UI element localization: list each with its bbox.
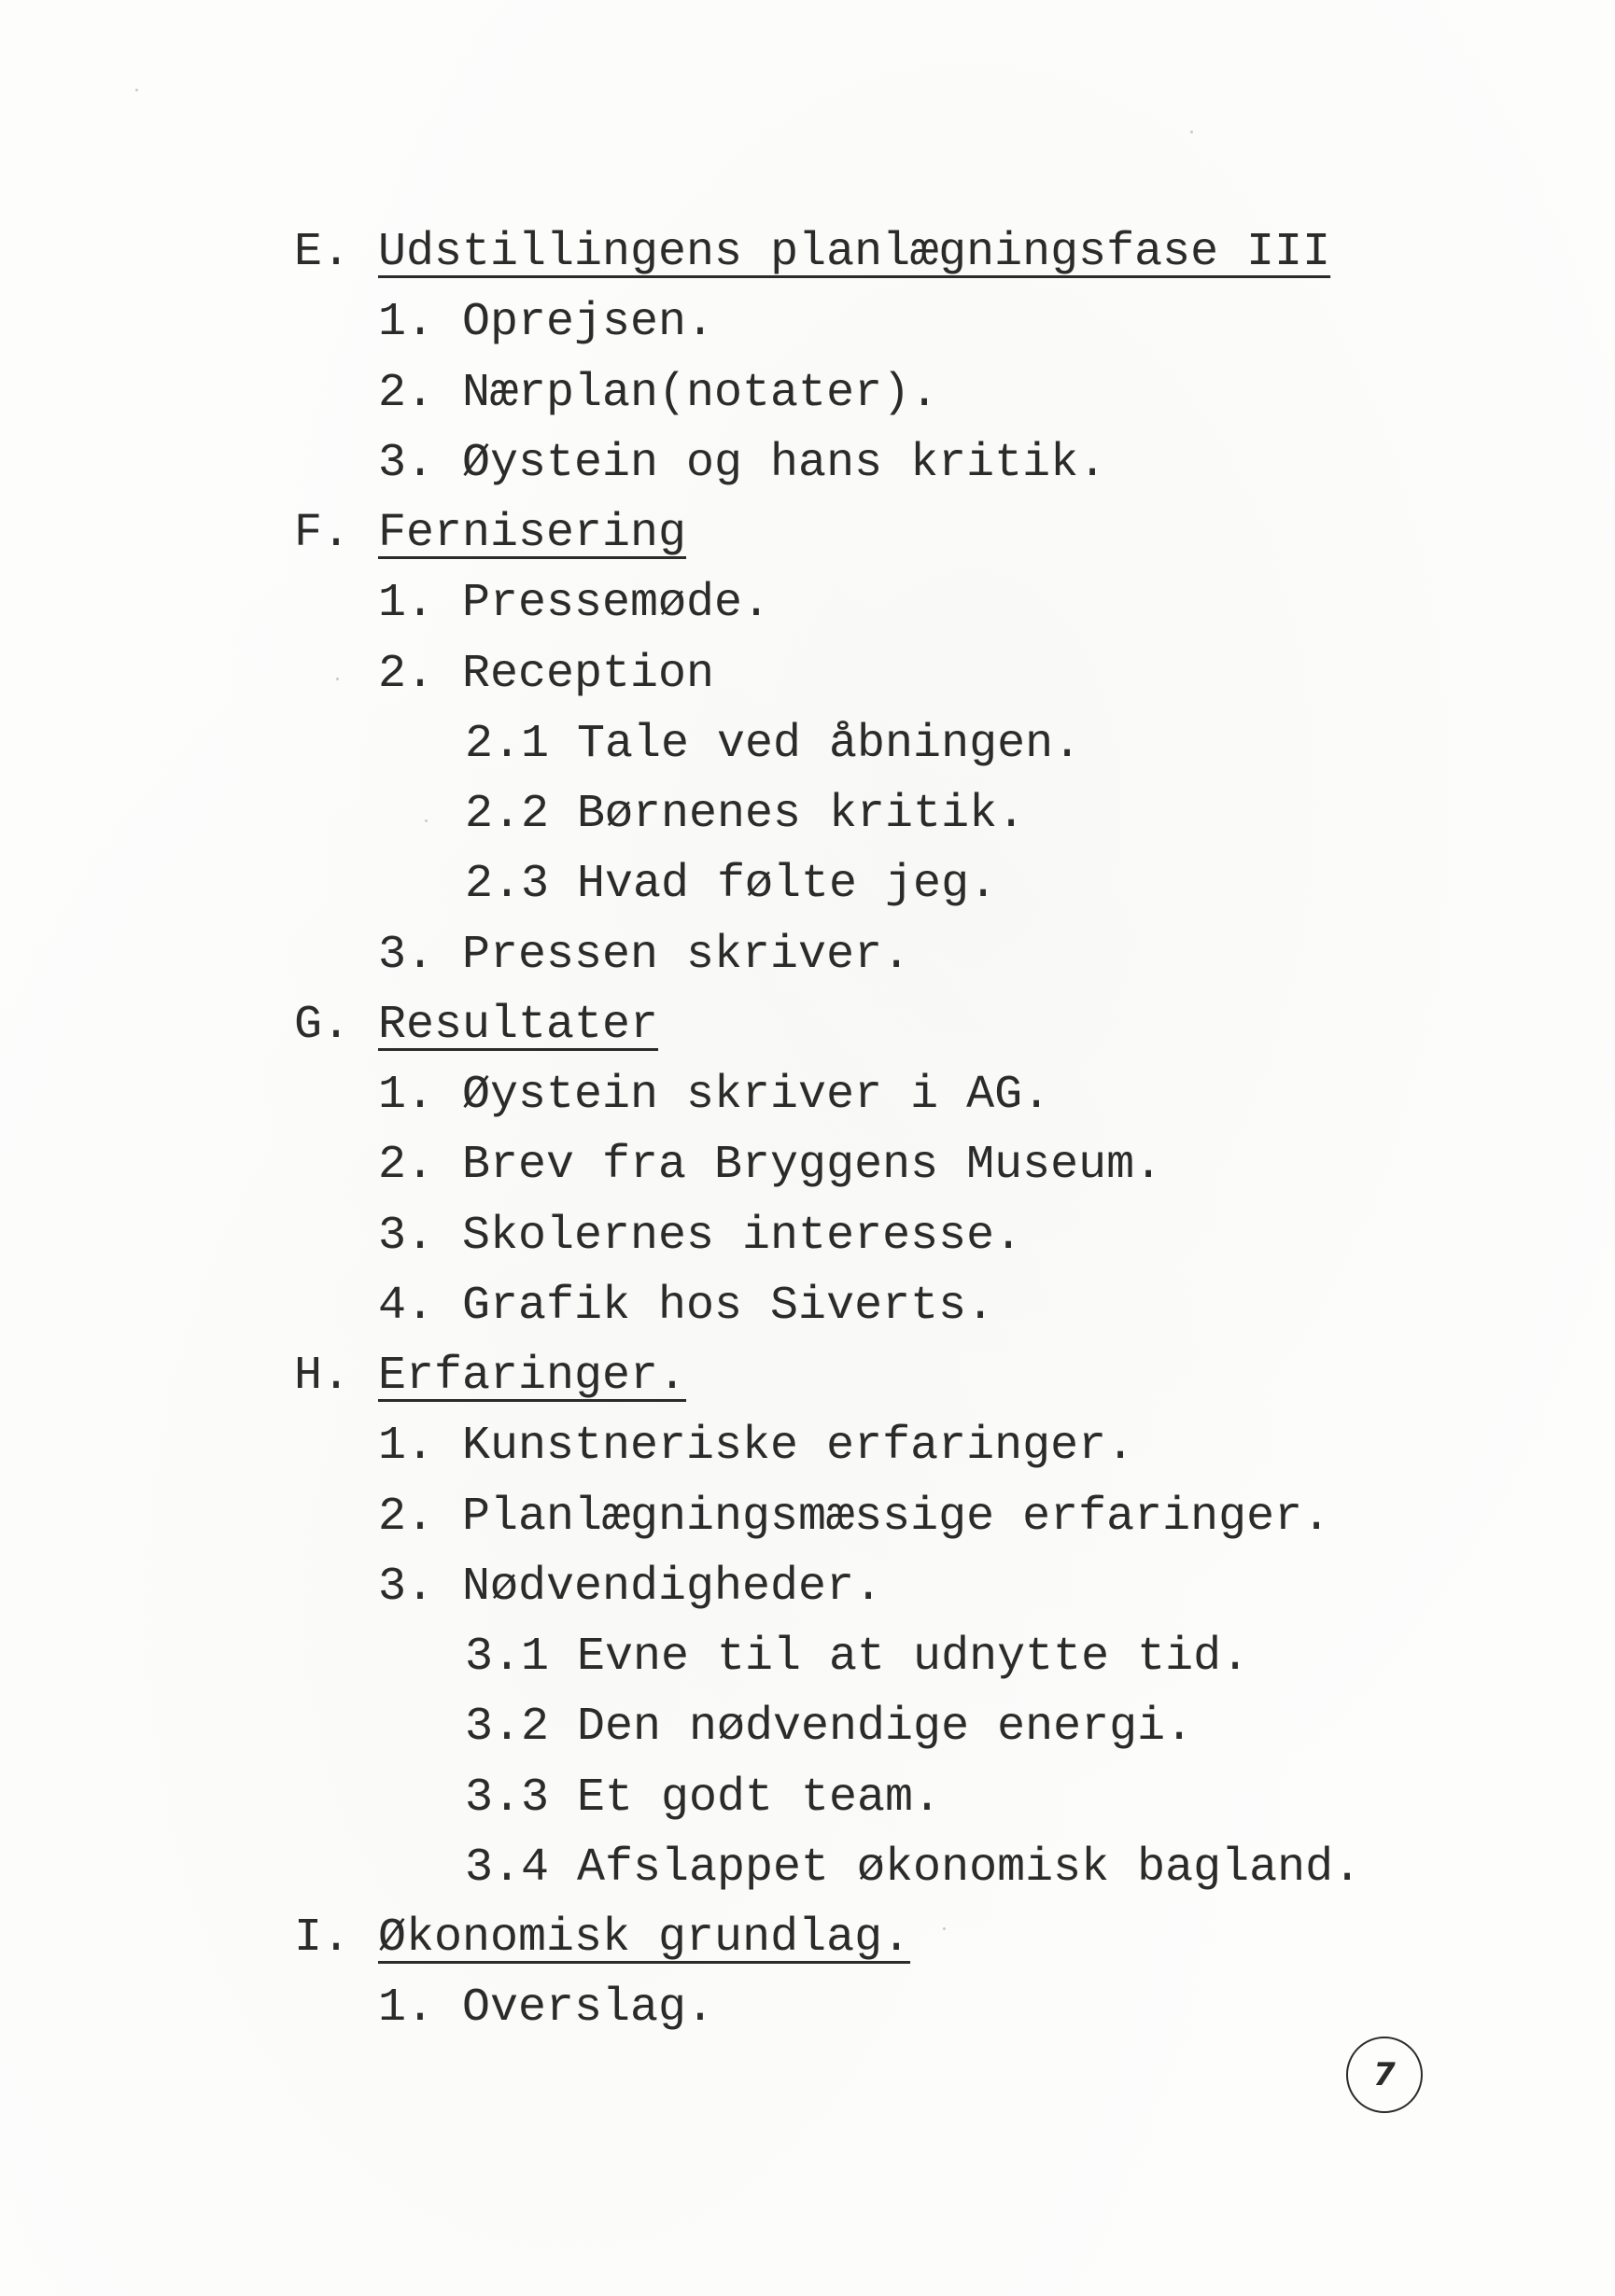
section-heading (0, 990, 1615, 1060)
list-item (0, 568, 1615, 638)
subitem-number: 3.4 (465, 1841, 550, 1895)
item-number: 1. (378, 577, 435, 631)
section-letter: F. (294, 507, 351, 560)
subitem-text: Børnenes kritik. (577, 788, 1026, 841)
subitem-number: 3.2 (465, 1701, 550, 1755)
item-number: 2. (378, 647, 435, 701)
list-item (0, 1060, 1615, 1130)
section-heading (0, 1903, 1615, 1973)
list-item (0, 639, 1615, 709)
sub-list-item (0, 1692, 1615, 1762)
scan-speck (336, 678, 339, 680)
sub-list-item (0, 709, 1615, 779)
sub-list-item (0, 1622, 1615, 1692)
item-number: 1. (378, 296, 435, 350)
scan-speck (425, 819, 428, 822)
subitem-number: 3.3 (465, 1771, 550, 1825)
item-number: 1. (378, 1981, 435, 2036)
item-text: Oprejsen. (462, 296, 715, 350)
subitem-text: Hvad følte jeg. (577, 858, 998, 912)
scan-speck (1190, 131, 1193, 133)
list-item (0, 920, 1615, 990)
list-item (0, 1552, 1615, 1622)
scan-speck (135, 89, 138, 91)
section-letter: H. (294, 1350, 351, 1403)
item-text: Grafik hos Siverts. (462, 1279, 995, 1333)
item-text: Skolernes interesse. (462, 1209, 1023, 1263)
section-letter: E. (294, 226, 351, 279)
sub-list-item (0, 1833, 1615, 1903)
item-text: Nærplan(notater). (462, 366, 939, 420)
list-item (0, 1482, 1615, 1552)
item-text: Pressen skriver. (462, 928, 911, 982)
item-number: 3. (378, 436, 435, 490)
page-number: 7 (1373, 2056, 1396, 2093)
item-number: 3. (378, 928, 435, 982)
list-item (0, 1973, 1615, 2043)
subitem-number: 2.1 (465, 717, 550, 771)
outline (0, 217, 1615, 2044)
item-text: Overslag. (462, 1981, 715, 2036)
list-item (0, 1130, 1615, 1200)
section-letter: G. (294, 998, 351, 1052)
subitem-number: 2.2 (465, 788, 550, 841)
item-number: 3. (378, 1209, 435, 1263)
item-text: Kunstneriske erfaringer. (462, 1420, 1135, 1474)
item-text: Planlægningsmæssige erfaringer. (462, 1490, 1331, 1544)
item-number: 1. (378, 1420, 435, 1474)
subitem-text: Tale ved åbningen. (577, 717, 1082, 771)
list-item (0, 358, 1615, 428)
list-item (0, 1411, 1615, 1481)
list-item (0, 428, 1615, 498)
item-text: Pressemøde. (462, 577, 771, 631)
section-title: Fernisering (378, 507, 687, 560)
sub-list-item (0, 1763, 1615, 1833)
page-number-badge (1346, 2037, 1423, 2113)
list-item (0, 1271, 1615, 1341)
subitem-text: Et godt team. (577, 1771, 942, 1825)
section-letter: I. (294, 1911, 351, 1965)
item-number: 4. (378, 1279, 435, 1333)
section-heading (0, 498, 1615, 568)
item-text: Øystein og hans kritik. (462, 436, 1107, 490)
section-title: Erfaringer. (378, 1350, 687, 1403)
subitem-number: 2.3 (465, 858, 550, 912)
section-title: Økonomisk grundlag. (378, 1911, 911, 1965)
list-item (0, 1201, 1615, 1271)
item-number: 1. (378, 1069, 435, 1122)
subitem-number: 3.1 (465, 1631, 550, 1684)
subitem-text: Den nødvendige energi. (577, 1701, 1194, 1755)
sub-list-item (0, 849, 1615, 919)
section-title: Resultater (378, 998, 659, 1052)
scan-speck (943, 1927, 946, 1930)
section-title: Udstillingens planlægningsfase III (378, 226, 1331, 279)
item-text: Reception (462, 647, 715, 701)
subitem-text: Afslappet økonomisk bagland. (577, 1841, 1362, 1895)
item-number: 3. (378, 1560, 435, 1614)
item-text: Nødvendigheder. (462, 1560, 883, 1614)
section-heading (0, 217, 1615, 287)
list-item (0, 287, 1615, 357)
subitem-text: Evne til at udnytte tid. (577, 1631, 1250, 1684)
item-text: Øystein skriver i AG. (462, 1069, 1051, 1122)
item-number: 2. (378, 1139, 435, 1193)
sub-list-item (0, 779, 1615, 849)
item-number: 2. (378, 366, 435, 420)
section-heading (0, 1341, 1615, 1411)
item-text: Brev fra Bryggens Museum. (462, 1139, 1163, 1193)
item-number: 2. (378, 1490, 435, 1544)
